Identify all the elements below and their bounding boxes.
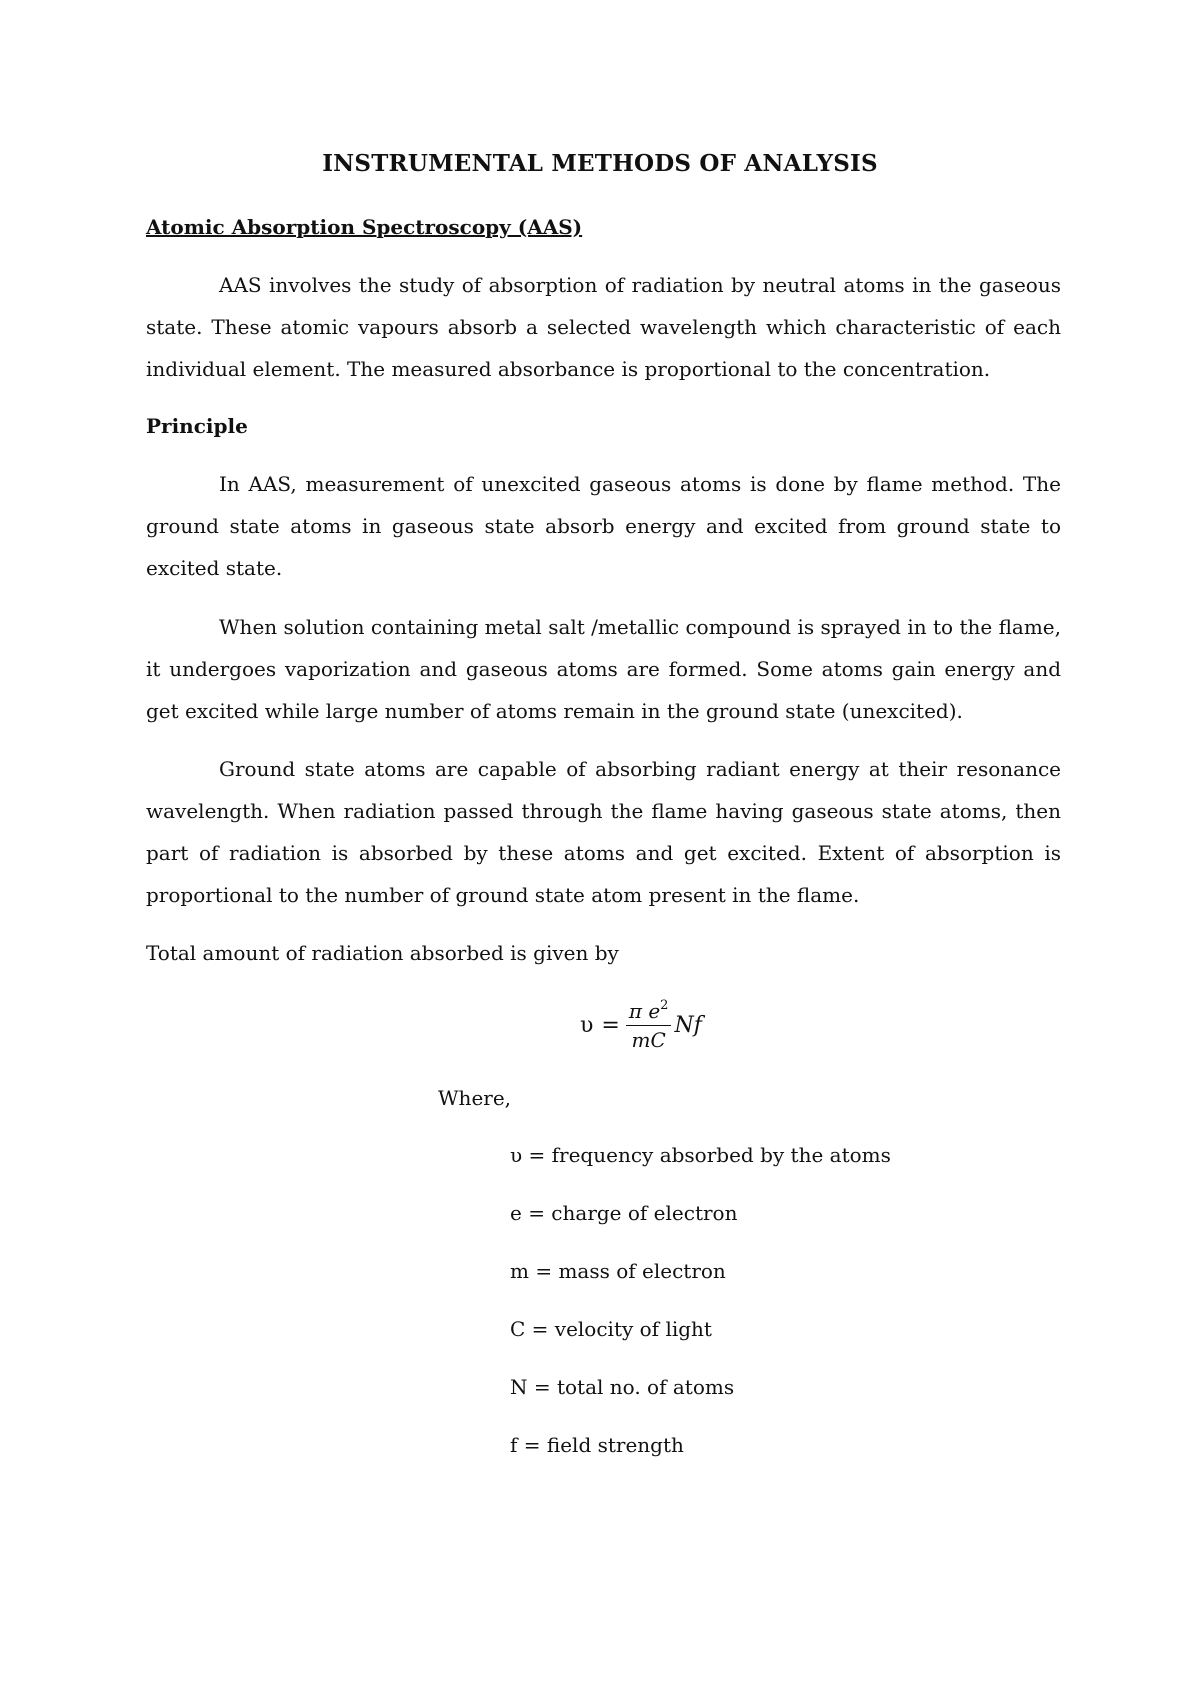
formula-equals: = xyxy=(601,1012,620,1038)
formula-exponent: 2 xyxy=(660,998,669,1013)
formula-suffix: Nf xyxy=(674,1012,702,1038)
principle-paragraph-3: Ground state atoms are capable of absorbing radiant energy at their resonance wavelength. When radiation passed through the flame having gaseous state atoms, then part of radiation is absorbed by these atoms and get excited. Extent of absorption is proportional to the number of ground state atom present in the flame. xyxy=(146,757,1061,907)
variable-definition: m = mass of electron xyxy=(510,1259,726,1283)
intro-paragraph: AAS involves the study of absorption of radiation by neutral atoms in the gaseous state. These atomic vapours absorb a selected wavelength which characteristic of each individual element. The measured absorbance is proportional to the concentration. xyxy=(146,273,1061,381)
where-label: Where, xyxy=(438,1086,512,1110)
variable-list xyxy=(510,1140,891,1488)
variable-definition: υ = frequency absorbed by the atoms xyxy=(510,1143,891,1167)
formula-numerator-text: π e xyxy=(628,999,661,1023)
variable-definition: C = velocity of light xyxy=(510,1317,712,1341)
variable-definition: N = total no. of atoms xyxy=(510,1375,735,1399)
principle-paragraph-1: In AAS, measurement of unexcited gaseous atoms is done by flame method. The ground state atoms in gaseous state absorb energy and excited from ground state to excited state. xyxy=(146,472,1061,580)
formula-numerator xyxy=(626,998,672,1026)
principle-paragraph-2: When solution containing metal salt /metallic compound is sprayed in to the flame, it undergoes vaporization and gaseous atoms are formed. Some atoms gain energy and get excited while large number of atoms remain in the ground state (unexcited). xyxy=(146,615,1061,723)
variable-definition: f = field strength xyxy=(510,1433,684,1457)
absorption-formula xyxy=(580,990,702,1060)
principle-heading: Principle xyxy=(146,414,248,438)
variable-definition: e = charge of electron xyxy=(510,1201,738,1225)
formula-lhs: υ xyxy=(580,1012,594,1038)
formula-denominator: mC xyxy=(631,1028,666,1052)
formula-fraction xyxy=(626,998,672,1052)
document-title: INSTRUMENTAL METHODS OF ANALYSIS xyxy=(322,150,878,177)
section-heading-aas: Atomic Absorption Spectroscopy (AAS) xyxy=(146,215,583,239)
formula-intro: Total amount of radiation absorbed is given by xyxy=(146,941,619,965)
